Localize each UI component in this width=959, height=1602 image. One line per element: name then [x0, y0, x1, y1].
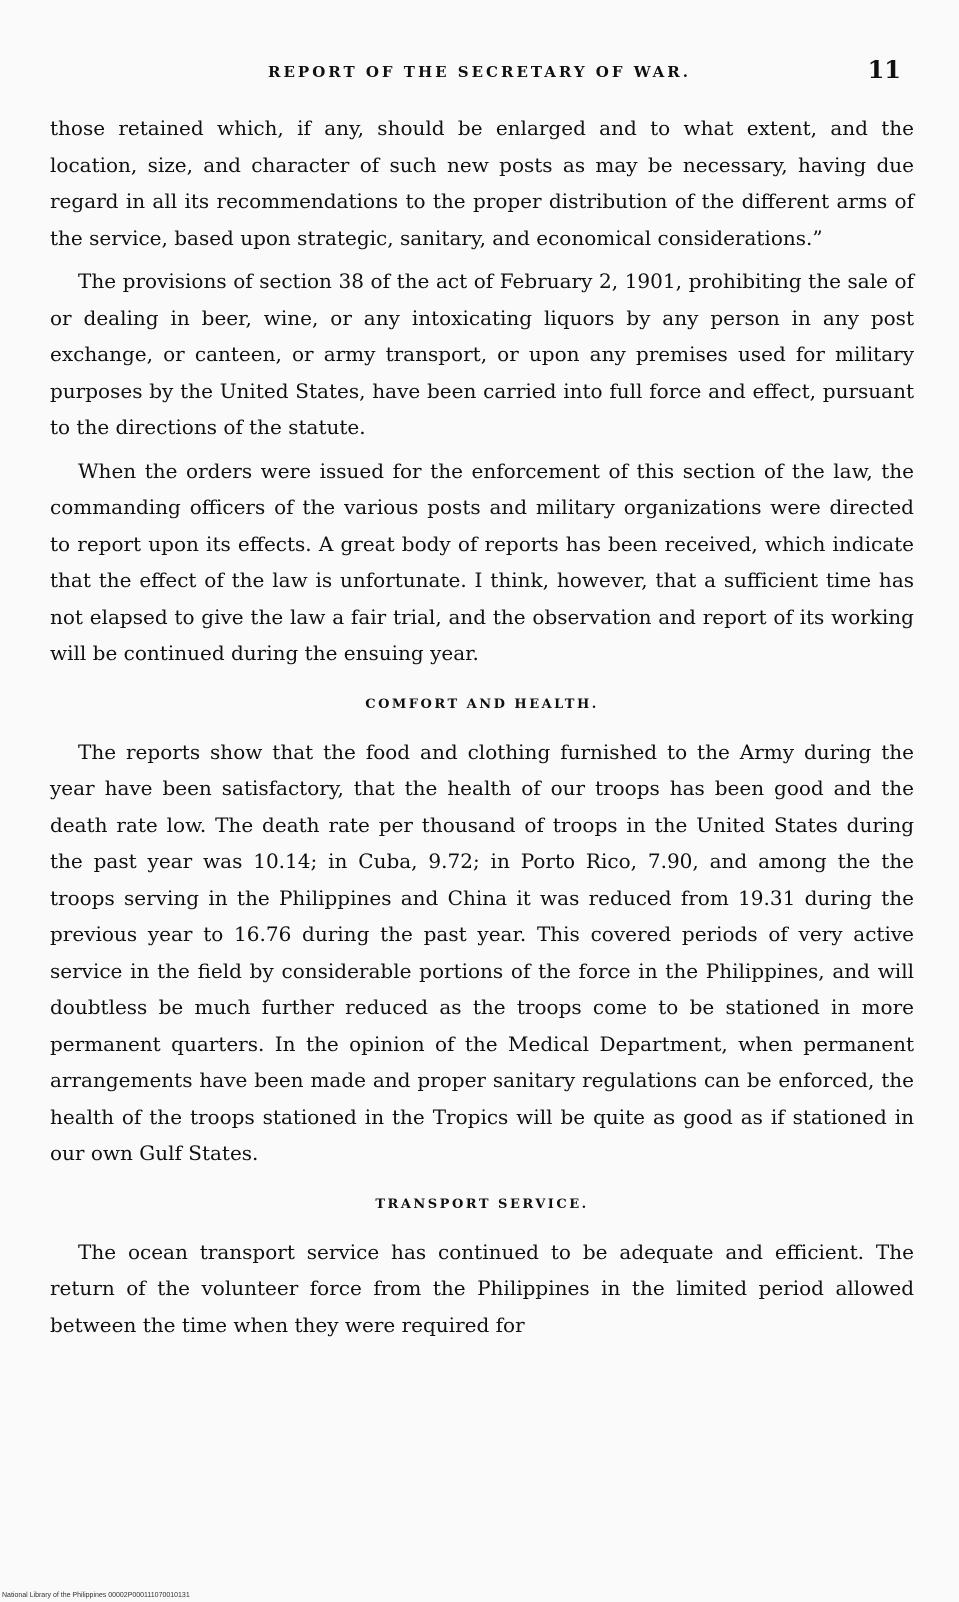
paragraph-continued: those retained which, if any, should be enlarged and to what extent, and the location, size, and character of such new posts as may be necessary, having due regard in all its recommendations to the proper distribution of the different arms of the service, based upon strategic, sanitary, and economical considerations.” [50, 116, 914, 250]
running-title: REPORT OF THE SECRETARY OF WAR. [268, 63, 691, 81]
footer-credit: National Library of the Philippines 00002P000111070010131 [2, 1592, 190, 1599]
running-head [48, 55, 911, 95]
section-heading-transport-service: TRANSPORT SERVICE. [375, 1196, 589, 1212]
paragraph-law-effects: When the orders were issued for the enforcement of this section of the law, the commanding officers of the various posts and military organizations were directed to report upon its effects. A great body of reports has been received, which indicate that the effect of the law is unfortunate. I think, however, that a sufficient time has not elapsed to give the law a fair trial, and the observation and report of its working will be continued during the ensuing year. [50, 458, 914, 665]
paragraph-transport: The ocean transport service has continued to be adequate and efficient. The return of the volunteer force from the Philippines in the limited period allowed between the time when they were required for [50, 1239, 914, 1337]
section-heading-comfort-health: COMFORT AND HEALTH. [365, 696, 599, 712]
body-text [50, 110, 914, 1343]
paragraph-health: The reports show that the food and clothing furnished to the Army during the year have been satisfactory, that the health of our troops has been good and the death rate low. The death rate per thousand of troops in the United States during the past year was 10.14; in Cuba, 9.72; in Porto Rico, 7.90, and among the the troops serving in the Philippines and China it was reduced from 19.31 during the previous year to 16.76 during the past year. This covered periods of very active service in the field by considerable portions of the force in the Philippines, and will doubtless be much further reduced as the troops come to be stationed in more permanent quarters. In the opinion of the Medical Department, when permanent arrangements have been made and proper sanitary regulations can be enforced, the health of the troops stationed in the Tropics will be quite as good as if stationed in our own Gulf States. [50, 739, 914, 1165]
paragraph-canteen-law: The provisions of section 38 of the act of February 2, 1901, prohibiting the sale of or dealing in beer, wine, or any intoxicating liquors by any person in any post exchange, or canteen, or army transport, or upon any premises used for military purposes by the United States, have been carried into full force and effect, pursuant to the directions of the statute. [50, 269, 914, 439]
page-number: 11 [867, 55, 901, 84]
